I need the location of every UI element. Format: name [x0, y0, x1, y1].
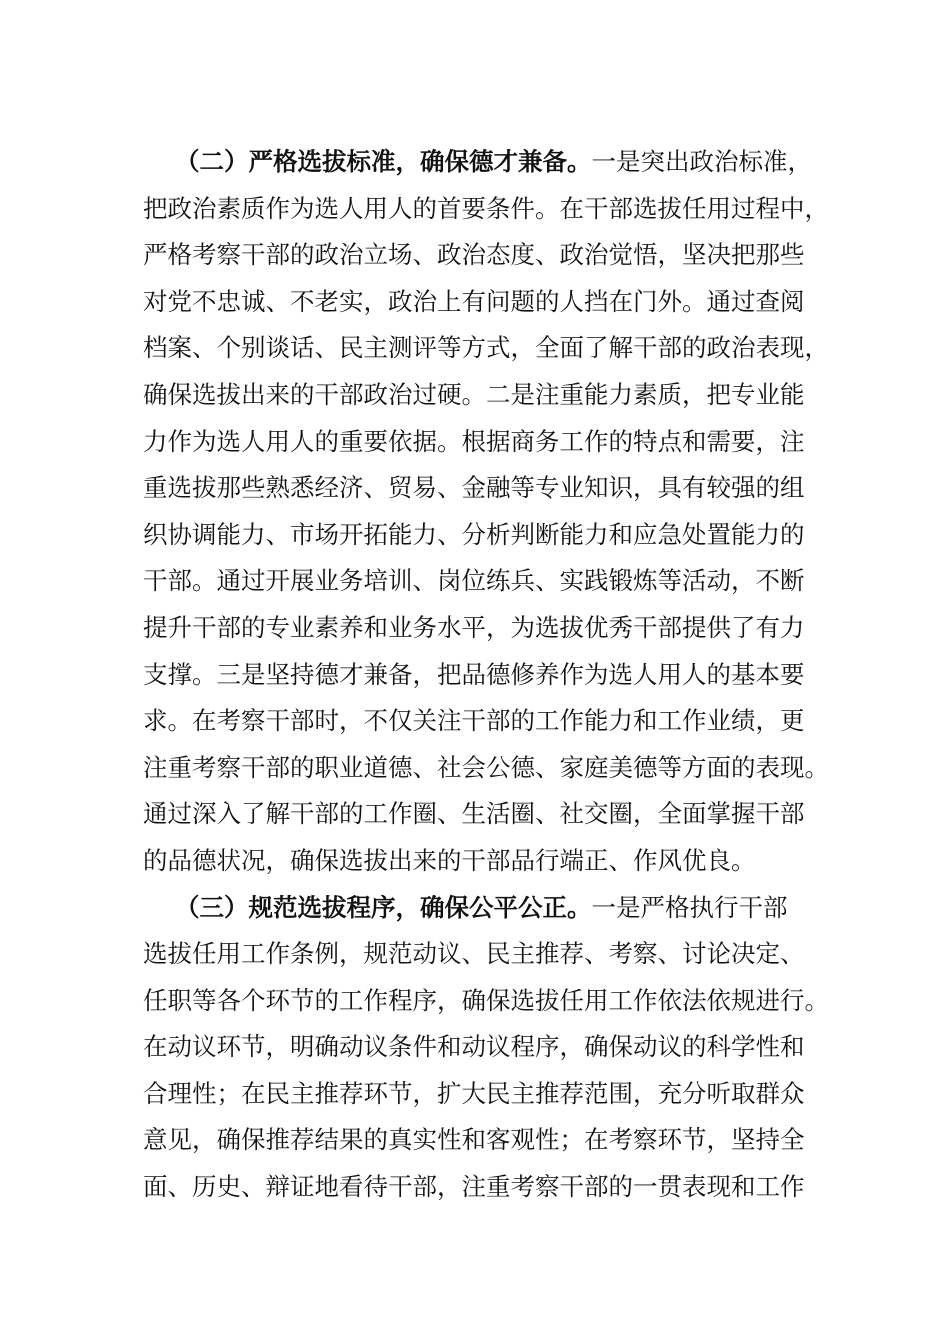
section-3-line-0: 一是严格执行干部: [591, 892, 788, 922]
section-2-line-12: 求。在考察干部时，不仅关注干部的工作能力和工作业绩，更: [143, 706, 805, 736]
section-2-heading: （二）严格选拔标准，确保德才兼备。: [175, 147, 592, 176]
section-2-line-1: 把政治素质作为选人用人的首要条件。在干部选拔任用过程中，: [143, 193, 829, 223]
section-3-line-6: 面、历史、辩证地看待干部，注重考察干部的一贯表现和工作: [143, 1172, 805, 1202]
section-2-line-5: 确保选拔出来的干部政治过硬。二是注重能力素质，把专业能: [143, 379, 805, 409]
document-body: [143, 139, 833, 1211]
section-3-line-5: 意见，确保推荐结果的真实性和客观性；在考察环节，坚持全: [143, 1125, 805, 1155]
section-2-line-9: 干部。通过开展业务培训、岗位练兵、实践锻炼等活动，不断: [143, 566, 805, 596]
paragraph-line: [143, 885, 833, 932]
section-2-line-8: 织协调能力、市场开拓能力、分析判断能力和应急处置能力的: [143, 519, 805, 549]
section-3-heading: （三）规范选拔程序，确保公平公正。: [175, 892, 592, 922]
section-3-line-2: 任职等各个环节的工作程序，确保选拔任用工作依法依规进行。: [143, 985, 829, 1015]
section-2-line-14: 通过深入了解干部的工作圈、生活圈、社交圈，全面掌握干部: [143, 799, 805, 829]
paragraph-line: [143, 139, 833, 186]
section-2-line-13: 注重考察干部的职业道德、社会公德、家庭美德等方面的表现。: [143, 752, 829, 782]
section-2-line-3: 对党不忠诚、不老实，政治上有问题的人挡在门外。通过查阅: [143, 286, 805, 316]
section-2-line-4: 档案、个别谈话、民主测评等方式，全面了解干部的政治表现，: [143, 333, 829, 363]
section-2-line-2: 严格考察干部的政治立场、政治态度、政治觉悟，坚决把那些: [143, 240, 805, 270]
section-2-line-0: 一是突出政治标准，: [591, 147, 812, 176]
section-2-line-6: 力作为选人用人的重要依据。根据商务工作的特点和需要，注: [143, 426, 805, 456]
section-2-line-15: 的品德状况，确保选拔出来的干部品行端正、作风优良。: [143, 845, 756, 875]
section-3-line-3: 在动议环节，明确动议条件和动议程序，确保动议的科学性和: [143, 1032, 805, 1062]
section-2-line-10: 提升干部的专业素养和业务水平，为选拔优秀干部提供了有力: [143, 612, 805, 642]
section-2-line-11: 支撑。三是坚持德才兼备，把品德修养作为选人用人的基本要: [143, 659, 805, 689]
section-3-line-1: 选拔任用工作条例，规范动议、民主推荐、考察、讨论决定、: [143, 939, 805, 969]
section-3-line-4: 合理性；在民主推荐环节，扩大民主推荐范围，充分听取群众: [143, 1078, 805, 1108]
section-2-line-7: 重选拔那些熟悉经济、贸易、金融等专业知识，具有较强的组: [143, 473, 805, 503]
